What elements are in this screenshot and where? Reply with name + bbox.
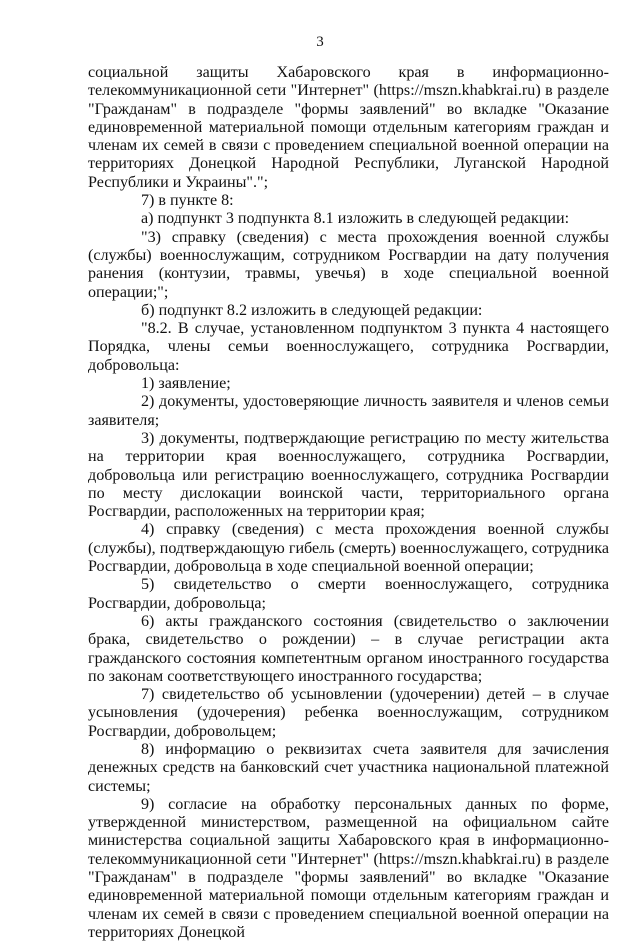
list-item-3: 3) документы, подтверждающие регистрацию по месту жительства на территории края военнослужащего, сотрудника Росгвардии, добровольца или регистрацию военнослужащего, сотрудника Росгвардии по месту дислокации воинской части, территориального органа Росгвардии, расположенных на территории края; [88,429,609,521]
list-item-5: 5) свидетельство о смерти военнослужащего, сотрудника Росгвардии, добровольца; [88,576,609,612]
paragraph-quote-3: "3) справку (сведения) с места прохождения военной службы (службы) военнослужащим, сотрудником Росгвардии на дату получения ранения (контузии, травмы, увечья) в ходе специальной военной операции;"; [88,228,609,301]
paragraph-8-2: "8.2. В случае, установленном подпунктом 3 пункта 4 настоящего Порядка, члены семьи военнослужащего, сотрудника Росгвардии, добровольца: [88,320,609,374]
paragraph-subitem-b: б) подпункт 8.2 изложить в следующей редакции: [141,301,483,319]
paragraph-continuation: социальной защиты Хабаровского края в информационно-телекоммуникационной сети "Интернет" (https://mszn.khabkrai.ru) в разделе "Гражданам" в подразделе "формы заявлений" во вкладке "Оказание единовременной материальной помощи отдельным категориям граждан и членам их семей в связи с проведением специальной военной операции на территориях Донецкой Народной Республики, Луганской Народной Республики и Украины"."; [88,64,609,191]
list-item-7: 7) свидетельство об усыновлении (удочерении) детей – в случае усыновления (удочерения) ребенка военнослужащим, сотрудником Росгвардии, добровольцем; [88,686,609,740]
page-number: 3 [316,34,324,50]
list-item-4: 4) справку (сведения) с места прохождения военной службы (службы), подтверждающую гибель (смерть) военнослужащего, сотрудника Росгвардии, добровольца в ходе специальной военной операции; [88,521,609,576]
document-body [88,64,609,942]
list-item-9: 9) согласие на обработку персональных данных по форме, утвержденной министерством, размещенной на официальном сайте министерства социальной защиты Хабаровского края в информационно-телекоммуникационной сети "Интернет" (https://mszn.khabkrai.ru) в разделе "Гражданам" в подразделе "формы заявлений" во вкладке "Оказание единовременной материальной помощи отдельным категориям граждан и членам их семей в связи с проведением специальной военной операции на территориях Донецкой [88,795,609,941]
list-item-2: 2) документы, удостоверяющие личность заявителя и членов семьи заявителя; [88,393,609,429]
list-item-8: 8) информацию о реквизитах счета заявителя для зачисления денежных средств на банковский счет участника национальной платежной системы; [88,740,609,795]
paragraph-item-7: 7) в пункте 8: [141,192,234,210]
list-item-1: 1) заявление; [141,375,231,393]
paragraph-subitem-a: а) подпункт 3 подпункта 8.1 изложить в следующей редакции: [141,210,570,228]
list-item-6: 6) акты гражданского состояния (свидетельство о заключении брака, свидетельство о рождении) – в случае регистрации акта гражданского состояния компетентным органом иностранного государства по законам соответствующего иностранного государства; [88,612,609,685]
